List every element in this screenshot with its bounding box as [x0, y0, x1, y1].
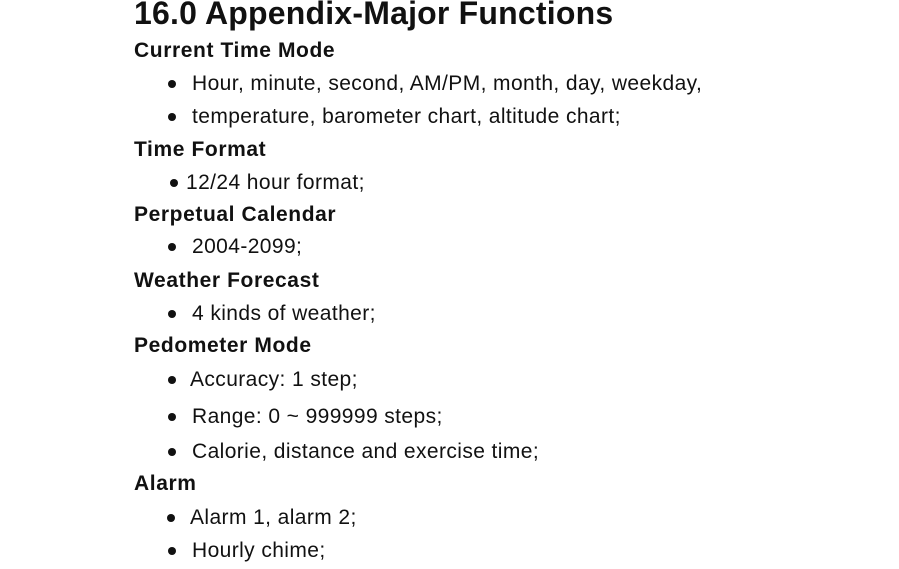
- section-heading-perpetual-calendar: Perpetual Calendar: [134, 203, 337, 226]
- section-heading-weather-forecast: Weather Forecast: [134, 269, 320, 292]
- bullet-icon: [168, 413, 176, 421]
- bullet-icon: [168, 310, 176, 318]
- section-heading-time-format: Time Format: [134, 138, 267, 161]
- bullet-icon: [168, 376, 176, 384]
- list-item: Hour, minute, second, AM/PM, month, day, weekday,: [192, 72, 703, 95]
- page-title: 16.0 Appendix-Major Functions: [134, 0, 614, 31]
- section-heading-current-time-mode: Current Time Mode: [134, 39, 336, 62]
- list-item: 2004-2099;: [192, 235, 303, 258]
- list-item: Hourly chime;: [192, 539, 326, 562]
- list-item: Calorie, distance and exercise time;: [192, 440, 540, 463]
- section-heading-alarm: Alarm: [134, 472, 197, 495]
- list-item: Alarm 1, alarm 2;: [190, 506, 357, 529]
- bullet-icon: [168, 80, 176, 88]
- list-item: 12/24 hour format;: [186, 171, 365, 194]
- list-item: Accuracy: 1 step;: [190, 368, 358, 391]
- list-item: Range: 0 ~ 999999 steps;: [192, 405, 443, 428]
- bullet-icon: [168, 113, 176, 121]
- bullet-icon: [168, 448, 176, 456]
- bullet-icon: [167, 514, 175, 522]
- list-item: 4 kinds of weather;: [192, 302, 376, 325]
- bullet-icon: [168, 243, 176, 251]
- section-heading-pedometer-mode: Pedometer Mode: [134, 334, 312, 357]
- bullet-icon: [170, 179, 178, 187]
- list-item: temperature, barometer chart, altitude chart;: [192, 105, 621, 128]
- bullet-icon: [168, 547, 176, 555]
